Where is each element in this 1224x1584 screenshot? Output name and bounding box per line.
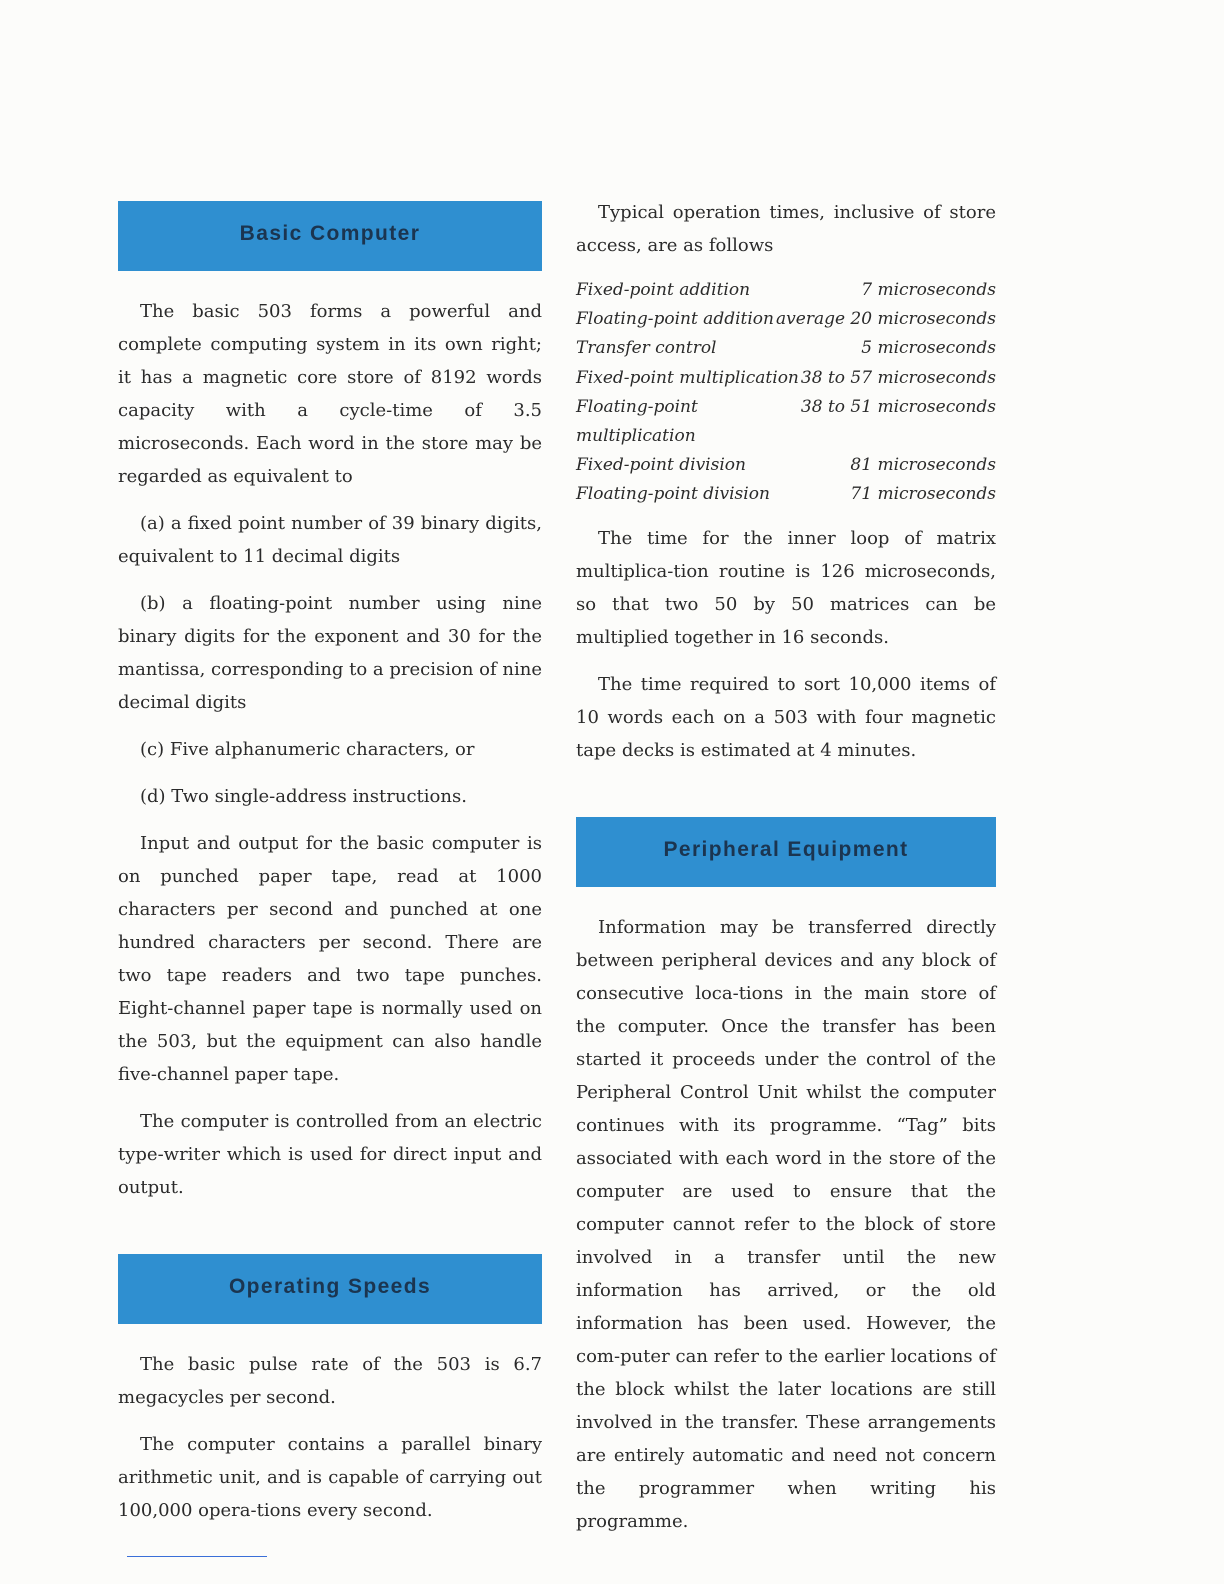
operation-name: Floating-point division xyxy=(576,484,770,505)
sort-time-paragraph: The time required to sort 10,000 items of 10 words each on a 503 with four magnetic tape decks is estimated at 4 minutes. xyxy=(576,673,996,761)
list-item-b: (b) a floating-point number using nine binary digits for the exponent and 30 for the mantissa, corresponding to a precision of nine decimal digits xyxy=(118,593,542,713)
operation-times-list xyxy=(576,276,996,510)
footer-rule xyxy=(127,1556,267,1557)
operation-row xyxy=(576,276,996,305)
operation-row xyxy=(576,451,996,480)
peripheral-equipment-heading: Peripheral Equipment xyxy=(663,837,909,861)
operation-time: 38 to 57 microseconds xyxy=(800,367,996,388)
operation-time: 71 microseconds xyxy=(850,484,996,505)
operation-time: average 20 microseconds xyxy=(776,309,996,330)
operation-times-intro: Typical operation times, inclusive of store access, are as follows xyxy=(576,202,996,256)
operation-time: 38 to 51 microseconds xyxy=(800,396,996,417)
operating-speeds-paragraph-1: The basic pulse rate of the 503 is 6.7 megacycles per second. xyxy=(118,1354,542,1408)
peripheral-equipment-paragraph: Information may be transferred directly between peripheral devices and any block of consecutive loca-tions in the main store of the computer. Once the transfer has been started it proceeds under the control of the Peripheral Control Unit whilst the computer continues with its programme. “Tag” bits associated with each word in the store of the computer are used to ensure that the computer cannot refer to the block of store involved in a transfer until the new information has arrived, or the old information has been used. However, the com-puter can refer to the earlier locations of the block whilst the later locations are still involved in the transfer. These arrangements are entirely automatic and need not concern the programmer when writing his programme. xyxy=(576,916,996,1532)
basic-computer-heading: Basic Computer xyxy=(239,222,421,245)
operation-name: Fixed-point division xyxy=(576,455,746,476)
operation-row xyxy=(576,305,996,334)
list-item-c: (c) Five alphanumeric characters, or xyxy=(140,739,475,760)
basic-computer-paragraph-2: Input and output for the basic computer is on punched paper tape, read at 1000 characters per second and punched at one hundred characters per second. There are two tape readers and two tape punches. Eight-channel paper tape is normally used on the 503, but the equipment can also handle five-channel paper tape. xyxy=(118,833,542,1085)
operation-time: 5 microseconds xyxy=(861,338,996,359)
operation-row xyxy=(576,364,996,393)
operating-speeds-paragraph-2: The computer contains a parallel binary arithmetic unit, and is capable of carrying out 100,000 opera-tions every second. xyxy=(118,1434,542,1521)
list-item-d: (d) Two single-address instructions. xyxy=(140,786,467,807)
basic-computer-paragraph-1: The basic 503 forms a powerful and complete computing system in its own right; it has a magnetic core store of 8192 words capacity with a cycle-time of 3.5 microseconds. Each word in the store may be regarded as equivalent to xyxy=(118,301,542,487)
operation-name: Transfer control xyxy=(576,338,717,359)
operating-speeds-heading: Operating Speeds xyxy=(228,1275,432,1298)
operation-row xyxy=(576,480,996,509)
list-item-a: (a) a fixed point number of 39 binary digits, equivalent to 11 decimal digits xyxy=(118,513,542,567)
matrix-multiplication-paragraph: The time for the inner loop of matrix multiplica-tion routine is 126 microseconds, so that two 50 by 50 matrices can be multiplied together in 16 seconds. xyxy=(576,527,996,648)
operation-time: 81 microseconds xyxy=(850,455,996,476)
operation-row xyxy=(576,334,996,363)
left-column xyxy=(118,201,542,1541)
basic-computer-paragraph-3: The computer is controlled from an electric type-writer which is used for direct input and output. xyxy=(118,1111,542,1198)
right-column xyxy=(576,196,996,1552)
operation-name: Fixed-point addition xyxy=(576,280,751,300)
operation-row xyxy=(576,393,996,451)
operation-name: Fixed-point multiplication xyxy=(576,367,799,388)
operation-time: 7 microseconds xyxy=(861,280,996,300)
operation-name: Floating-point addition xyxy=(576,309,774,330)
peripheral-equipment-heading-bar xyxy=(576,817,996,887)
basic-computer-heading-bar xyxy=(118,201,542,271)
operating-speeds-heading-bar xyxy=(118,1254,542,1324)
operation-name: Floating-point multiplication xyxy=(576,396,698,447)
